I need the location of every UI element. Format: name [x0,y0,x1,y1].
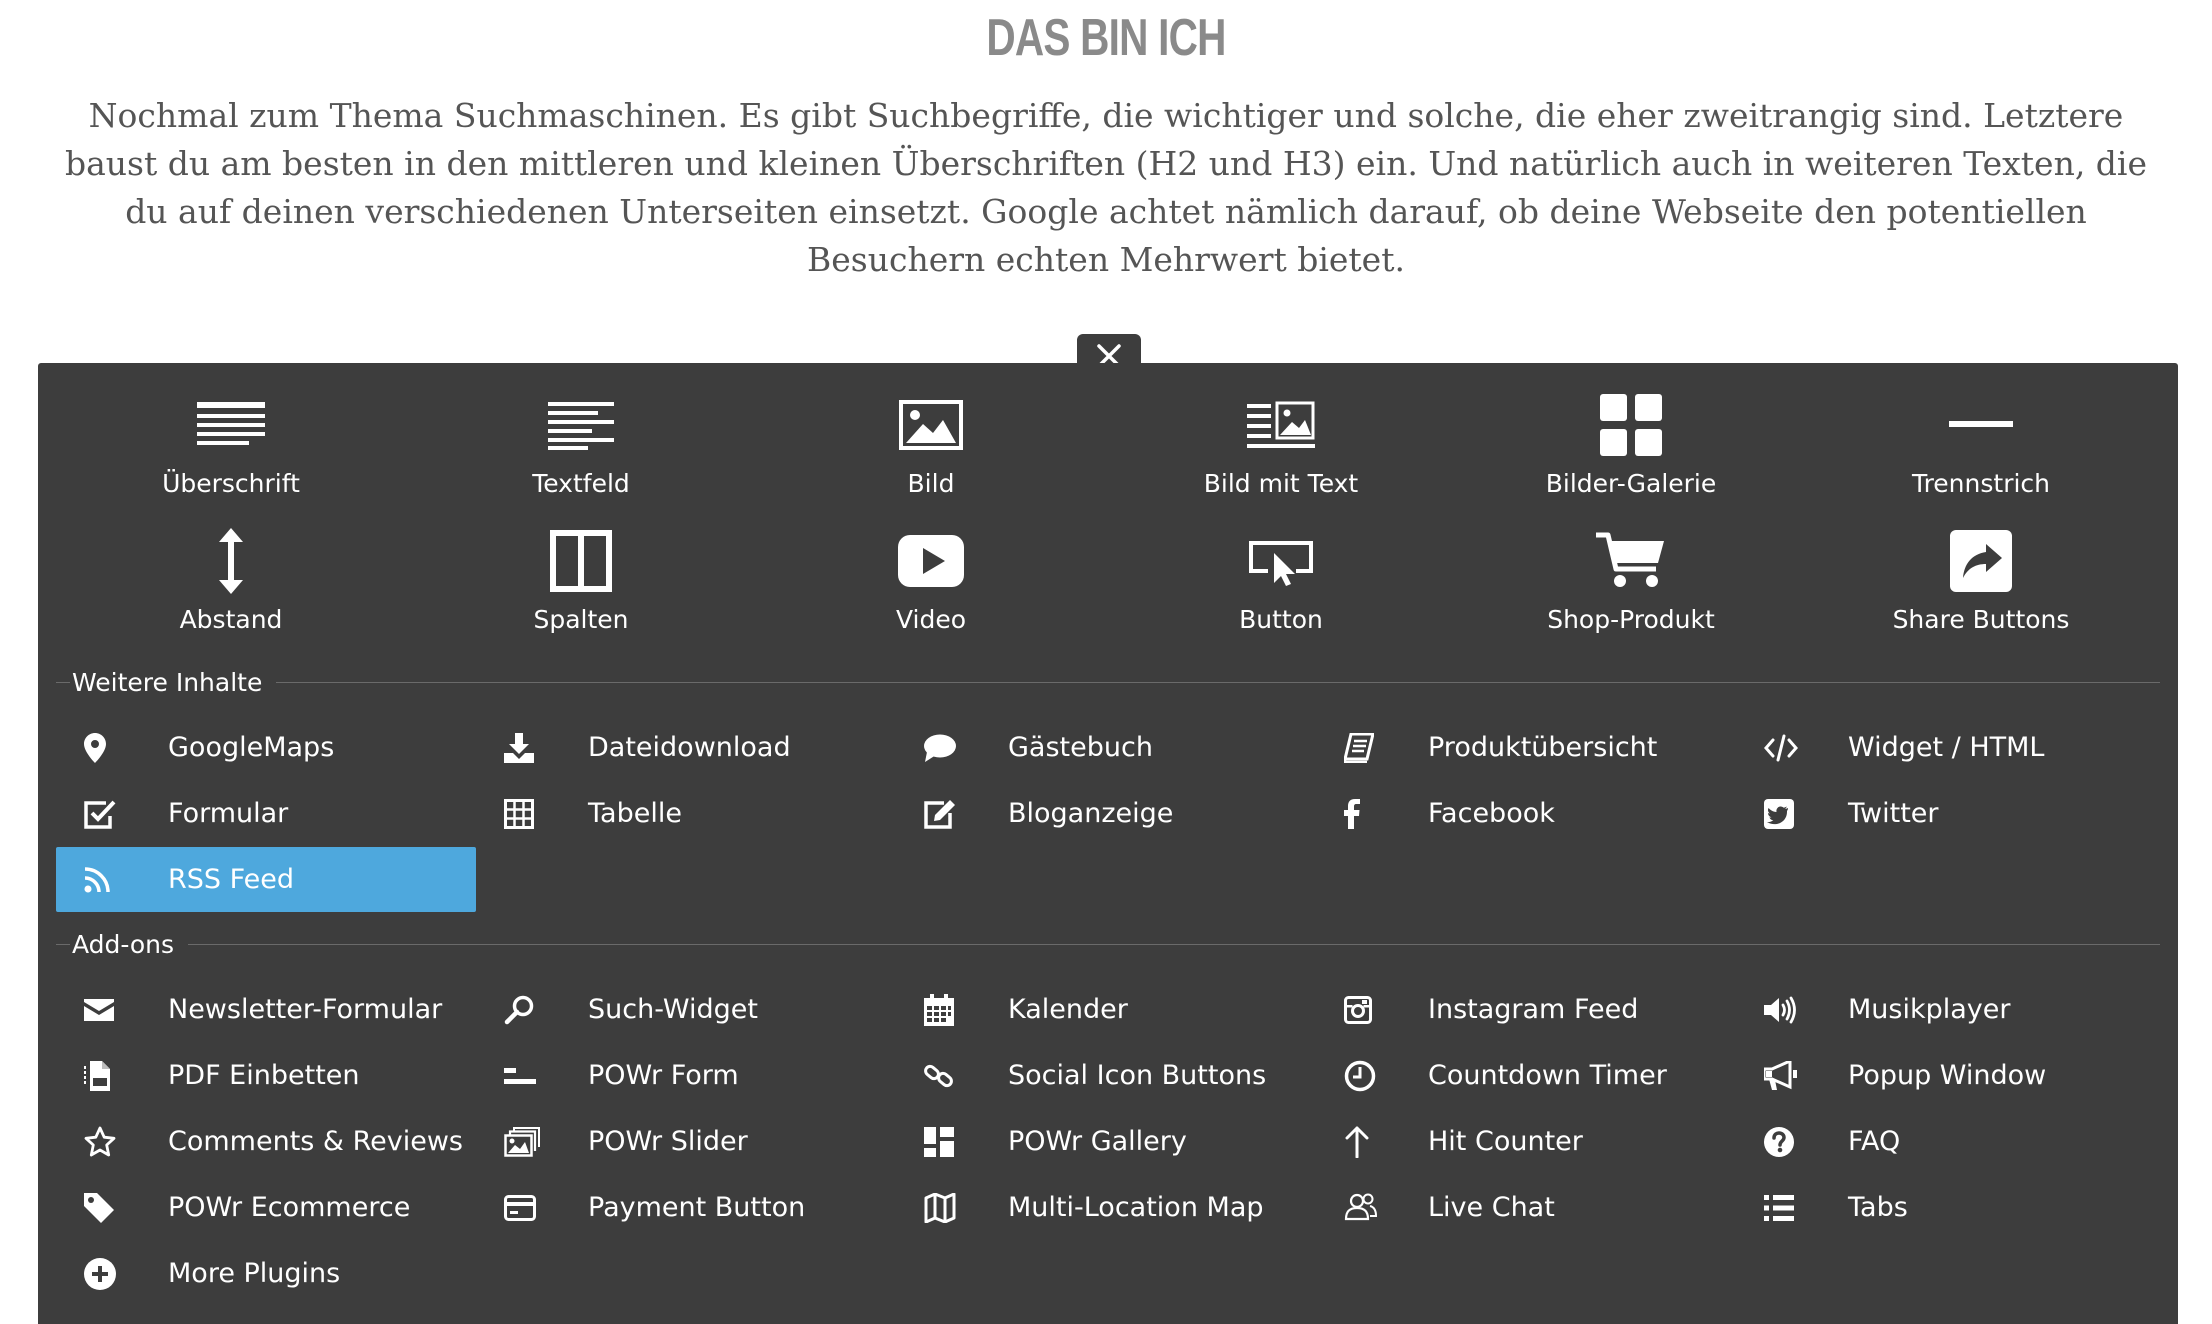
folded-map-icon [924,1191,964,1225]
element-heading-label: Überschrift [162,469,300,498]
download-icon [504,731,544,765]
item-blog-label: Bloganzeige [1008,798,1174,829]
item-file-download[interactable] [476,715,896,780]
gallery-grid-icon [1456,393,1806,457]
table-icon [504,797,544,831]
element-heading[interactable] [56,393,406,498]
item-twitter[interactable] [1736,781,2156,846]
element-image[interactable] [756,393,1106,498]
shopping-cart-icon [1456,529,1806,593]
addon-faq-label: FAQ [1848,1126,1901,1157]
credit-card-icon [504,1191,544,1225]
star-icon [84,1125,124,1159]
addon-pdf-embed-label: PDF Einbetten [168,1060,360,1091]
section-more-content-title: Weitere Inhalte [72,667,263,697]
search-icon [504,993,544,1027]
element-columns-label: Spalten [533,605,629,634]
envelope-icon [84,993,124,1027]
item-product-overview-label: Produktübersicht [1428,732,1658,763]
item-guestbook-label: Gästebuch [1008,732,1153,763]
item-googlemaps-label: GoogleMaps [168,732,335,763]
element-video[interactable] [756,529,1106,634]
text-field-icon [406,393,756,457]
section-addons-title: Add-ons [72,929,175,959]
addon-powr-ecommerce[interactable] [56,1175,476,1240]
element-spacing[interactable] [56,529,406,634]
share-arrow-icon [1806,529,2156,593]
addon-hit-counter-label: Hit Counter [1428,1126,1583,1157]
addon-powr-form-label: POWr Form [588,1060,739,1091]
addon-tabs-label: Tabs [1848,1192,1908,1223]
element-image-label: Bild [907,469,955,498]
users-chat-icon [1344,1191,1384,1225]
element-image-with-text-label: Bild mit Text [1203,469,1359,498]
code-icon [1764,731,1804,765]
list-icon [1764,1191,1804,1225]
addon-calendar[interactable] [896,977,1316,1042]
addon-newsletter-form[interactable] [56,977,476,1042]
element-text-field-label: Textfeld [532,469,630,498]
item-file-download-label: Dateidownload [588,732,791,763]
element-divider[interactable] [1806,393,2156,498]
addon-comments-reviews[interactable] [56,1109,476,1174]
addon-search-widget[interactable] [476,977,896,1042]
item-facebook[interactable] [1316,781,1736,846]
arrow-up-icon [1344,1125,1384,1159]
divider-line-icon [1806,393,2156,457]
addon-multi-location-map[interactable] [896,1175,1316,1240]
element-image-with-text[interactable] [1106,393,1456,498]
element-share-buttons-label: Share Buttons [1892,605,2070,634]
section-more-content [56,667,2160,697]
addon-powr-gallery[interactable] [896,1109,1316,1174]
element-video-label: Video [895,605,967,634]
slider-images-icon [504,1125,544,1159]
intro-paragraph: Nochmal zum Thema Suchmaschinen. Es gibt Suchbegriffe, die wichtiger und solche, die eher zweitrangig sind. Letztere baust du am besten in den mittleren und kleinen Überschriften (H2 und H3) ein. Und natürlich auch in weiteren Texten, die du auf deinen verschiedenen Unterseiten einsetzt. Google achtet nämlich darauf, ob deine Webseite den potentiellen Besuchern echten Mehrwert bietet. [64,96,2148,279]
addon-payment-button[interactable] [476,1175,896,1240]
item-widget-html[interactable] [1736,715,2156,780]
element-share-buttons[interactable] [1806,529,2156,634]
page-heading: DAS BIN ICH [986,9,1226,67]
element-button-label: Button [1239,605,1323,634]
item-facebook-label: Facebook [1428,798,1555,829]
item-rss-feed-label: RSS Feed [168,864,295,895]
element-text-field[interactable] [406,393,756,498]
addon-popup-window-label: Popup Window [1848,1060,2047,1091]
gallery-tiles-icon [924,1125,964,1159]
tag-icon [84,1191,124,1225]
addon-pdf-embed[interactable] [56,1043,476,1108]
addon-calendar-label: Kalender [1008,994,1128,1025]
addon-countdown-timer-label: Countdown Timer [1428,1060,1667,1091]
addon-hit-counter[interactable] [1316,1109,1736,1174]
item-guestbook[interactable] [896,715,1316,780]
button-cursor-icon [1106,529,1456,593]
addon-social-icon-buttons[interactable] [896,1043,1316,1108]
video-play-icon [756,529,1106,593]
addon-payment-button-label: Payment Button [588,1192,806,1223]
columns-icon [406,529,756,593]
element-picker-panel [38,363,2178,1324]
element-spacing-label: Abstand [179,605,283,634]
addon-search-widget-label: Such-Widget [588,994,758,1025]
addon-more-plugins[interactable] [56,1241,476,1306]
form-lines-icon [504,1059,544,1093]
addon-powr-slider-label: POWr Slider [588,1126,748,1157]
item-twitter-label: Twitter [1848,798,1939,829]
image-with-text-icon [1106,393,1456,457]
addon-live-chat[interactable] [1316,1175,1736,1240]
addon-music-player[interactable] [1736,977,2156,1042]
addon-newsletter-form-label: Newsletter-Formular [168,994,443,1025]
addon-powr-gallery-label: POWr Gallery [1008,1126,1187,1157]
item-product-overview[interactable] [1316,715,1736,780]
addon-popup-window[interactable] [1736,1043,2156,1108]
pdf-icon [84,1059,124,1093]
element-gallery[interactable] [1456,393,1806,498]
map-pin-icon [84,731,124,765]
calendar-icon [924,993,964,1027]
addon-music-player-label: Musikplayer [1848,994,2011,1025]
addon-instagram-feed[interactable] [1316,977,1736,1042]
heading-icon [56,393,406,457]
element-divider-label: Trennstrich [1911,469,2051,498]
addon-more-plugins-label: More Plugins [168,1258,341,1289]
addon-comments-reviews-label: Comments & Reviews [168,1126,463,1157]
addon-instagram-feed-label: Instagram Feed [1428,994,1639,1025]
item-googlemaps[interactable] [56,715,476,780]
addon-live-chat-label: Live Chat [1428,1192,1555,1223]
speaker-icon [1764,993,1804,1027]
product-overview-icon [1344,731,1384,765]
item-rss-feed[interactable] [56,847,476,912]
element-gallery-label: Bilder-Galerie [1545,469,1717,498]
element-shop-product[interactable] [1456,529,1806,634]
item-table-label: Tabelle [588,798,682,829]
clock-icon [1344,1059,1384,1093]
item-form[interactable] [56,781,476,846]
image-icon [756,393,1106,457]
addon-social-icon-buttons-label: Social Icon Buttons [1008,1060,1267,1091]
item-widget-html-label: Widget / HTML [1848,732,2045,763]
section-addons [56,929,2160,959]
addon-powr-ecommerce-label: POWr Ecommerce [168,1192,411,1223]
element-columns[interactable] [406,529,756,634]
addon-countdown-timer[interactable] [1316,1043,1736,1108]
facebook-icon [1344,797,1384,831]
item-form-label: Formular [168,798,289,829]
twitter-icon [1764,797,1804,831]
question-circle-icon [1764,1125,1804,1159]
checkbox-form-icon [84,797,124,831]
megaphone-icon [1764,1059,1804,1093]
element-button[interactable] [1106,529,1456,634]
addon-multi-location-map-label: Multi-Location Map [1008,1192,1264,1223]
addon-faq[interactable] [1736,1109,2156,1174]
instagram-icon [1344,993,1384,1027]
addon-powr-slider[interactable] [476,1109,896,1174]
item-table[interactable] [476,781,896,846]
item-blog[interactable] [896,781,1316,846]
link-icon [924,1059,964,1093]
addon-powr-form[interactable] [476,1043,896,1108]
element-shop-product-label: Shop-Produkt [1547,605,1715,634]
plus-circle-icon [84,1257,124,1291]
vertical-spacing-icon [56,529,406,593]
addon-tabs[interactable] [1736,1175,2156,1240]
edit-icon [924,797,964,831]
speech-bubble-icon [924,731,964,765]
rss-icon [84,863,124,897]
